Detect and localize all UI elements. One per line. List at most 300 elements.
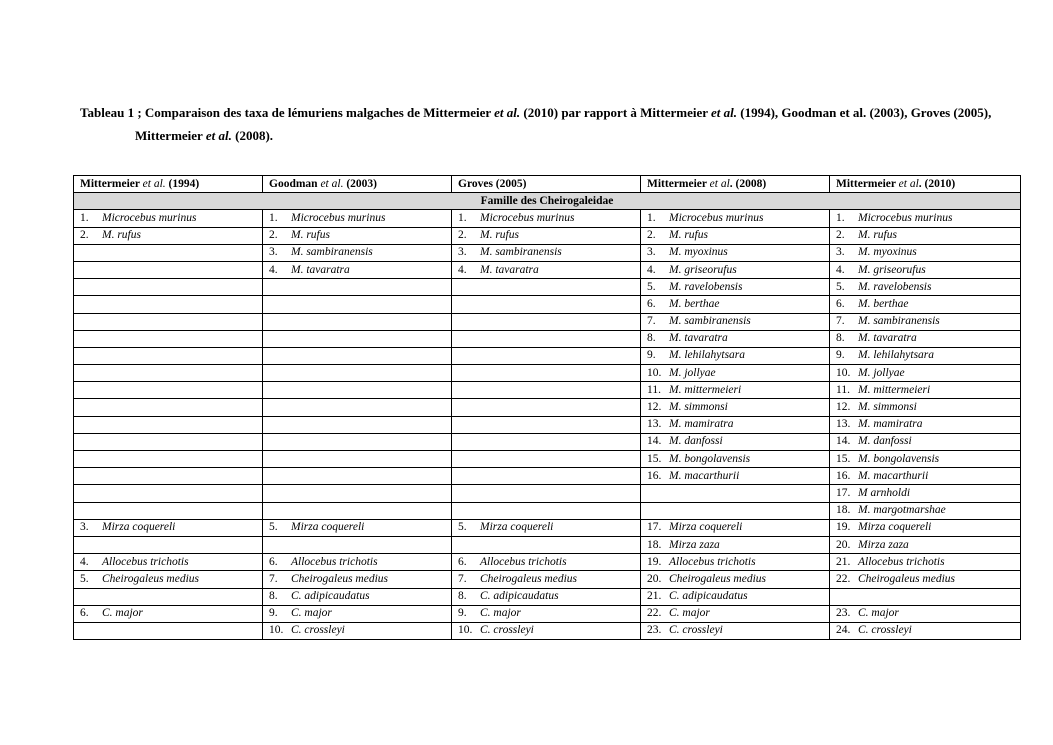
entry-number: 21. (647, 590, 662, 603)
species-name: M. sambiranensis (858, 315, 940, 328)
entry-number: 17. (836, 486, 851, 499)
column-header-groves-2005: Groves (2005) (452, 176, 641, 193)
table-cell (830, 347, 1021, 364)
entry-number: 3. (269, 246, 278, 259)
entry-number: 6. (647, 297, 656, 310)
species-name: M. ravelobensis (858, 280, 932, 293)
entry-number: 4. (80, 555, 89, 568)
table-cell (263, 554, 452, 571)
entry-number: 12. (647, 401, 662, 414)
species-name: M. rufus (291, 229, 330, 242)
entry-number: 24. (836, 624, 851, 637)
table-row (74, 622, 1021, 639)
table-cell (830, 416, 1021, 433)
table-cell (641, 502, 830, 519)
table-cell (74, 227, 263, 244)
table-row (74, 330, 1021, 347)
species-name: Allocebus trichotis (480, 555, 567, 568)
table-cell (452, 536, 641, 553)
table-cell (263, 347, 452, 364)
entry-number: 15. (836, 452, 851, 465)
entry-number: 20. (647, 572, 662, 585)
species-name: Microcebus murinus (669, 211, 764, 224)
table-cell (830, 588, 1021, 605)
table-cell (263, 433, 452, 450)
species-name: M arnholdi (858, 486, 911, 499)
species-name: Cheirogaleus medius (669, 572, 766, 585)
entry-number: 8. (269, 590, 278, 603)
caption-etal: et al. (494, 105, 521, 120)
table-cell (74, 210, 263, 227)
table-row (74, 468, 1021, 485)
entry-number: 8. (836, 332, 845, 345)
species-name: Cheirogaleus medius (858, 572, 955, 585)
table-cell (641, 416, 830, 433)
species-name: Mirza coquereli (858, 521, 932, 534)
species-name: M. jollyae (669, 366, 716, 379)
table-cell (641, 399, 830, 416)
table-cell (830, 279, 1021, 296)
species-name: Cheirogaleus medius (102, 572, 199, 585)
entry-number: 7. (647, 315, 656, 328)
species-name: M. jollyae (858, 366, 905, 379)
table-cell (263, 313, 452, 330)
table-cell (452, 571, 641, 588)
species-name: C. major (858, 607, 899, 620)
table-cell (74, 502, 263, 519)
table-row (74, 399, 1021, 416)
entry-number: 2. (647, 229, 656, 242)
table-cell (263, 519, 452, 536)
entry-number: 3. (836, 246, 845, 259)
species-name: M. lehilahytsara (669, 349, 746, 362)
table-cell (263, 588, 452, 605)
entry-number: 4. (458, 263, 467, 276)
table-cell (74, 485, 263, 502)
table-cell (452, 433, 641, 450)
table-cell (830, 622, 1021, 639)
table-cell (74, 468, 263, 485)
table-cell (452, 365, 641, 382)
entry-number: 20. (836, 538, 851, 551)
table-cell (74, 399, 263, 416)
table-cell (830, 536, 1021, 553)
entry-number: 9. (836, 349, 845, 362)
species-name: Mirza coquereli (102, 521, 176, 534)
species-name: M. griseorufus (858, 263, 926, 276)
species-name: M. ravelobensis (669, 280, 743, 293)
species-name: M. tavaratra (669, 332, 728, 345)
table-row (74, 485, 1021, 502)
table-cell (641, 330, 830, 347)
species-name: M. macarthurii (669, 469, 740, 482)
table-cell (74, 536, 263, 553)
entry-number: 10. (836, 366, 851, 379)
table-row (74, 536, 1021, 553)
species-name: C. major (102, 607, 143, 620)
header-row (74, 176, 1021, 193)
table-cell (74, 519, 263, 536)
table-row (74, 210, 1021, 227)
species-name: M. simmonsi (669, 401, 728, 414)
table-cell (263, 502, 452, 519)
species-name: Mirza coquereli (291, 521, 365, 534)
entry-number: 9. (269, 607, 278, 620)
table-row (74, 347, 1021, 364)
species-name: C. adipicaudatus (291, 590, 370, 603)
table-cell (830, 399, 1021, 416)
entry-number: 2. (269, 229, 278, 242)
species-name: C. crossleyi (669, 624, 723, 637)
entry-number: 2. (836, 229, 845, 242)
species-name: Microcebus murinus (858, 211, 953, 224)
species-name: M. mamiratra (858, 418, 923, 431)
species-name: M. sambiranensis (669, 315, 751, 328)
table-cell (641, 279, 830, 296)
table-cell (263, 261, 452, 278)
species-name: M. berthae (858, 297, 909, 310)
species-name: Mirza zaza (858, 538, 909, 551)
table-cell (830, 365, 1021, 382)
table-cell (830, 210, 1021, 227)
table-cell (641, 382, 830, 399)
entry-number: 8. (647, 332, 656, 345)
table-cell (74, 279, 263, 296)
table-cell (263, 330, 452, 347)
caption-text: Tableau 1 ; Comparaison des taxa de lémuriens malgaches de Mittermeier (80, 105, 495, 120)
species-name: M. tavaratra (291, 263, 350, 276)
entry-number: 23. (647, 624, 662, 637)
table-cell (641, 468, 830, 485)
table-cell (830, 227, 1021, 244)
table-cell (830, 313, 1021, 330)
entry-number: 4. (647, 263, 656, 276)
entry-number: 10. (647, 366, 662, 379)
table-cell (452, 244, 641, 261)
table-cell (452, 485, 641, 502)
caption-text: (1994), Goodman et al. (2003), Groves (2005), (737, 105, 992, 120)
table-cell (830, 261, 1021, 278)
entry-number: 16. (836, 469, 851, 482)
table-cell (452, 279, 641, 296)
table-row (74, 296, 1021, 313)
table-cell (74, 244, 263, 261)
entry-number: 1. (458, 211, 467, 224)
column-header-goodman-2003: Goodman et al. (2003) (263, 176, 452, 193)
family-row (74, 193, 1021, 210)
table-row (74, 605, 1021, 622)
species-name: M. mittermeieri (669, 383, 742, 396)
entry-number: 16. (647, 469, 662, 482)
table-cell (452, 261, 641, 278)
table-cell (452, 227, 641, 244)
table-cell (263, 244, 452, 261)
entry-number: 2. (458, 229, 467, 242)
table-cell (452, 313, 641, 330)
table-cell (74, 382, 263, 399)
table-row (74, 588, 1021, 605)
table-cell (452, 554, 641, 571)
species-name: M. tavaratra (480, 263, 539, 276)
table-row (74, 433, 1021, 450)
species-name: Microcebus murinus (291, 211, 386, 224)
table-cell (641, 433, 830, 450)
table-cell (830, 554, 1021, 571)
table-cell (641, 347, 830, 364)
species-name: Microcebus murinus (480, 211, 575, 224)
caption-text: (2008). (231, 128, 274, 143)
entry-number: 5. (458, 521, 467, 534)
entry-number: 15. (647, 452, 662, 465)
table-cell (452, 468, 641, 485)
table-cell (452, 605, 641, 622)
table-caption (80, 101, 1015, 147)
table-cell (641, 554, 830, 571)
table-cell (263, 210, 452, 227)
entry-number: 3. (458, 246, 467, 259)
entry-number: 13. (836, 418, 851, 431)
table-cell (830, 433, 1021, 450)
table-cell (641, 605, 830, 622)
entry-number: 18. (836, 504, 851, 517)
entry-number: 6. (458, 555, 467, 568)
species-name: C. adipicaudatus (669, 590, 748, 603)
species-name: M. rufus (669, 229, 708, 242)
table-cell (641, 571, 830, 588)
table-cell (74, 605, 263, 622)
entry-number: 1. (80, 211, 89, 224)
entry-number: 10. (458, 624, 473, 637)
table-cell (641, 519, 830, 536)
entry-number: 5. (80, 572, 89, 585)
species-name: C. major (480, 607, 521, 620)
table-cell (641, 210, 830, 227)
species-name: M. tavaratra (858, 332, 917, 345)
table-row (74, 519, 1021, 536)
table-cell (452, 347, 641, 364)
species-name: C. major (291, 607, 332, 620)
table-cell (830, 571, 1021, 588)
table-cell (830, 519, 1021, 536)
entry-number: 5. (647, 280, 656, 293)
table-row (74, 261, 1021, 278)
entry-number: 1. (647, 211, 656, 224)
table-cell (641, 296, 830, 313)
entry-number: 14. (836, 435, 851, 448)
table-cell (641, 622, 830, 639)
entry-number: 22. (647, 607, 662, 620)
species-name: M. danfossi (858, 435, 912, 448)
table-cell (263, 571, 452, 588)
table-cell (641, 485, 830, 502)
table-cell (263, 451, 452, 468)
table-cell (641, 588, 830, 605)
table-cell (830, 485, 1021, 502)
table-cell (74, 416, 263, 433)
species-name: M. griseorufus (669, 263, 737, 276)
entry-number: 12. (836, 401, 851, 414)
table-cell (452, 519, 641, 536)
entry-number: 6. (80, 607, 89, 620)
entry-number: 6. (269, 555, 278, 568)
table-cell (263, 279, 452, 296)
table-cell (263, 605, 452, 622)
table-cell (830, 382, 1021, 399)
entry-number: 6. (836, 297, 845, 310)
table-row (74, 244, 1021, 261)
caption-etal: et al. (711, 105, 738, 120)
table-cell (452, 451, 641, 468)
species-name: Allocebus trichotis (291, 555, 378, 568)
caption-text: Mittermeier (135, 128, 206, 143)
table-cell (263, 416, 452, 433)
species-name: Mirza coquereli (480, 521, 554, 534)
table-cell (74, 433, 263, 450)
species-name: C. crossleyi (858, 624, 912, 637)
species-name: Microcebus murinus (102, 211, 197, 224)
entry-number: 21. (836, 555, 851, 568)
table-cell (452, 622, 641, 639)
table-cell (830, 451, 1021, 468)
table-cell (74, 571, 263, 588)
table-cell (830, 605, 1021, 622)
species-name: M. lehilahytsara (858, 349, 935, 362)
table-cell (263, 622, 452, 639)
table-cell (74, 588, 263, 605)
table-row (74, 571, 1021, 588)
species-name: M. margotmarshae (858, 504, 946, 517)
table-row (74, 554, 1021, 571)
table-cell (641, 365, 830, 382)
species-name: M. danfossi (669, 435, 723, 448)
table-cell (74, 347, 263, 364)
column-header-mittermeier-1994: Mittermeier et al. (1994) (74, 176, 263, 193)
entry-number: 23. (836, 607, 851, 620)
entry-number: 11. (836, 383, 850, 396)
entry-number: 3. (80, 521, 89, 534)
table-cell (641, 313, 830, 330)
lemur-taxa-table (73, 175, 1021, 640)
caption-text: (2010) par rapport à Mittermeier (520, 105, 712, 120)
table-cell (452, 330, 641, 347)
species-name: C. crossleyi (480, 624, 534, 637)
species-name: M. myoxinus (858, 246, 917, 259)
entry-number: 2. (80, 229, 89, 242)
entry-number: 19. (836, 521, 851, 534)
table-cell (74, 296, 263, 313)
table-row (74, 365, 1021, 382)
entry-number: 19. (647, 555, 662, 568)
entry-number: 7. (269, 572, 278, 585)
species-name: M. macarthurii (858, 469, 929, 482)
table-row (74, 416, 1021, 433)
species-name: M. mamiratra (669, 418, 734, 431)
species-name: C. major (669, 607, 710, 620)
table-cell (830, 330, 1021, 347)
table-cell (452, 382, 641, 399)
species-name: C. adipicaudatus (480, 590, 559, 603)
table-cell (452, 296, 641, 313)
entry-number: 22. (836, 572, 851, 585)
table-cell (74, 330, 263, 347)
table-cell (452, 502, 641, 519)
entry-number: 4. (269, 263, 278, 276)
species-name: Allocebus trichotis (669, 555, 756, 568)
table-cell (641, 227, 830, 244)
caption-line-2 (80, 124, 1015, 147)
table-cell (452, 210, 641, 227)
entry-number: 18. (647, 538, 662, 551)
entry-number: 13. (647, 418, 662, 431)
entry-number: 10. (269, 624, 284, 637)
species-name: M. rufus (102, 229, 141, 242)
entry-number: 17. (647, 521, 662, 534)
species-name: M. berthae (669, 297, 720, 310)
table-cell (74, 451, 263, 468)
species-name: M. simmonsi (858, 401, 917, 414)
entry-number: 5. (836, 280, 845, 293)
species-name: Allocebus trichotis (858, 555, 945, 568)
table-cell (641, 244, 830, 261)
entry-number: 1. (836, 211, 845, 224)
family-label: Famille des Cheirogaleidae (74, 193, 1021, 210)
species-name: M. rufus (858, 229, 897, 242)
table-cell (830, 296, 1021, 313)
column-header-mittermeier-2010: Mittermeier et al. (2010) (830, 176, 1021, 193)
entry-number: 8. (458, 590, 467, 603)
species-name: M. myoxinus (669, 246, 728, 259)
table-row (74, 382, 1021, 399)
species-name: M. bongolavensis (669, 452, 751, 465)
species-name: Cheirogaleus medius (480, 572, 577, 585)
table-cell (263, 365, 452, 382)
table-cell (263, 485, 452, 502)
table-cell (263, 382, 452, 399)
table-cell (641, 536, 830, 553)
table-cell (830, 468, 1021, 485)
table-row (74, 279, 1021, 296)
species-name: Mirza zaza (669, 538, 720, 551)
table-cell (452, 416, 641, 433)
table-cell (74, 261, 263, 278)
species-name: M. rufus (480, 229, 519, 242)
caption-etal: et al. (205, 128, 232, 143)
table-cell (263, 536, 452, 553)
entry-number: 4. (836, 263, 845, 276)
table-row (74, 451, 1021, 468)
table-cell (74, 622, 263, 639)
species-name: Allocebus trichotis (102, 555, 189, 568)
species-name: M. mittermeieri (858, 383, 931, 396)
species-name: C. crossleyi (291, 624, 345, 637)
table-cell (452, 399, 641, 416)
species-name: M. sambiranensis (291, 246, 373, 259)
table-cell (263, 296, 452, 313)
entry-number: 3. (647, 246, 656, 259)
table-cell (74, 554, 263, 571)
entry-number: 11. (647, 383, 661, 396)
entry-number: 1. (269, 211, 278, 224)
entry-number: 7. (836, 315, 845, 328)
table-cell (74, 313, 263, 330)
table-row (74, 227, 1021, 244)
table-cell (452, 588, 641, 605)
entry-number: 5. (269, 521, 278, 534)
entry-number: 14. (647, 435, 662, 448)
column-header-mittermeier-2008: Mittermeier et al. (2008) (641, 176, 830, 193)
table-cell (641, 261, 830, 278)
table-cell (830, 502, 1021, 519)
